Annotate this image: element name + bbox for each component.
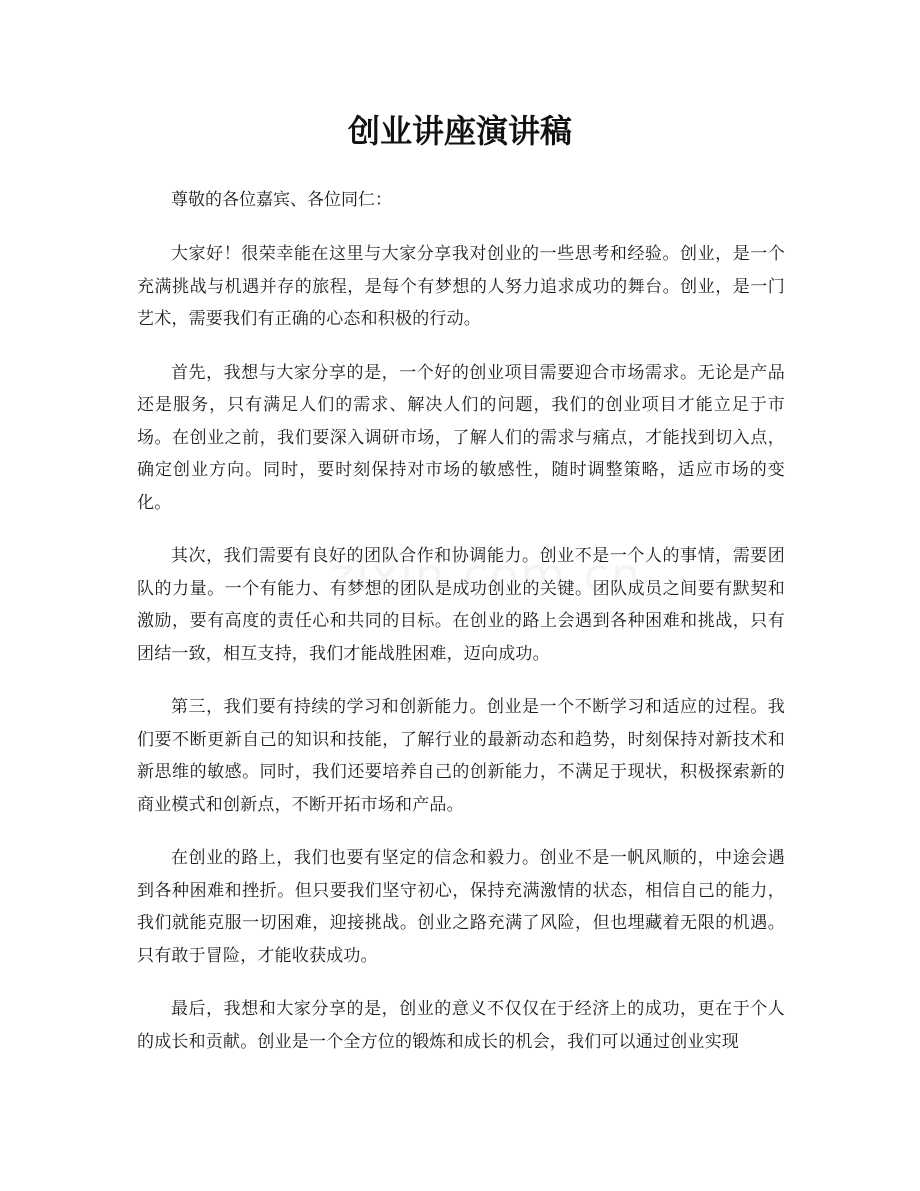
paragraph-4: 第三，我们要有持续的学习和创新能力。创业是一个不断学习和适应的过程。我们要不断更新自己的知识和技能，了解行业的最新动态和趋势，时刻保持对新技术和新思维的敏感。同时，我们还要培养自己的创新能力，不满足于现状，积极探索新的商业模式和创新点，不断开拓市场和产品。 xyxy=(137,697,785,815)
paragraph-2: 首先，我想与大家分享的是，一个好的创业项目需要迎合市场需求。无论是产品还是服务，只有满足人们的需求、解决人们的问题，我们的创业项目才能立足于市场。在创业之前，我们要深入调研市场，了解人们的需求与痛点，才能找到切入点，确定创业方向。同时，要时刻保持对市场的敏感性，随时调整策略，适应市场的变化。 xyxy=(137,362,785,513)
document-title: 创业讲座演讲稿 xyxy=(347,112,572,150)
paragraph-3: 其次，我们需要有良好的团队合作和协调能力。创业不是一个人的事情，需要团队的力量。一个有能力、有梦想的团队是成功创业的关键。团队成员之间要有默契和激励，要有高度的责任心和共同的目标。在创业的路上会遇到各种困难和挑战，只有团结一致，相互支持，我们才能战胜困难，迈向成功。 xyxy=(137,546,785,664)
greeting: 尊敬的各位嘉宾、各位同仁： xyxy=(171,190,392,210)
paragraph-5: 在创业的路上，我们也要有坚定的信念和毅力。创业不是一帆风顺的，中途会遇到各种困难和挫折。但只要我们坚守初心，保持充满激情的状态，相信自己的能力，我们就能克服一切困难，迎接挑战。创业之路充满了风险，但也埋藏着无限的机遇。只有敢于冒险，才能收获成功。 xyxy=(137,848,785,966)
paragraph-6: 最后，我想和大家分享的是，创业的意义不仅仅在于经济上的成功，更在于个人的成长和贡献。创业是一个全方位的锻炼和成长的机会，我们可以通过创业实现 xyxy=(137,999,785,1052)
document-body xyxy=(137,184,785,1079)
paragraph-1: 大家好！很荣幸能在这里与大家分享我对创业的一些思考和经验。创业，是一个充满挑战与机遇并存的旅程，是每个有梦想的人努力追求成功的舞台。创业，是一门艺术，需要我们有正确的心态和积极的行动。 xyxy=(137,244,785,329)
